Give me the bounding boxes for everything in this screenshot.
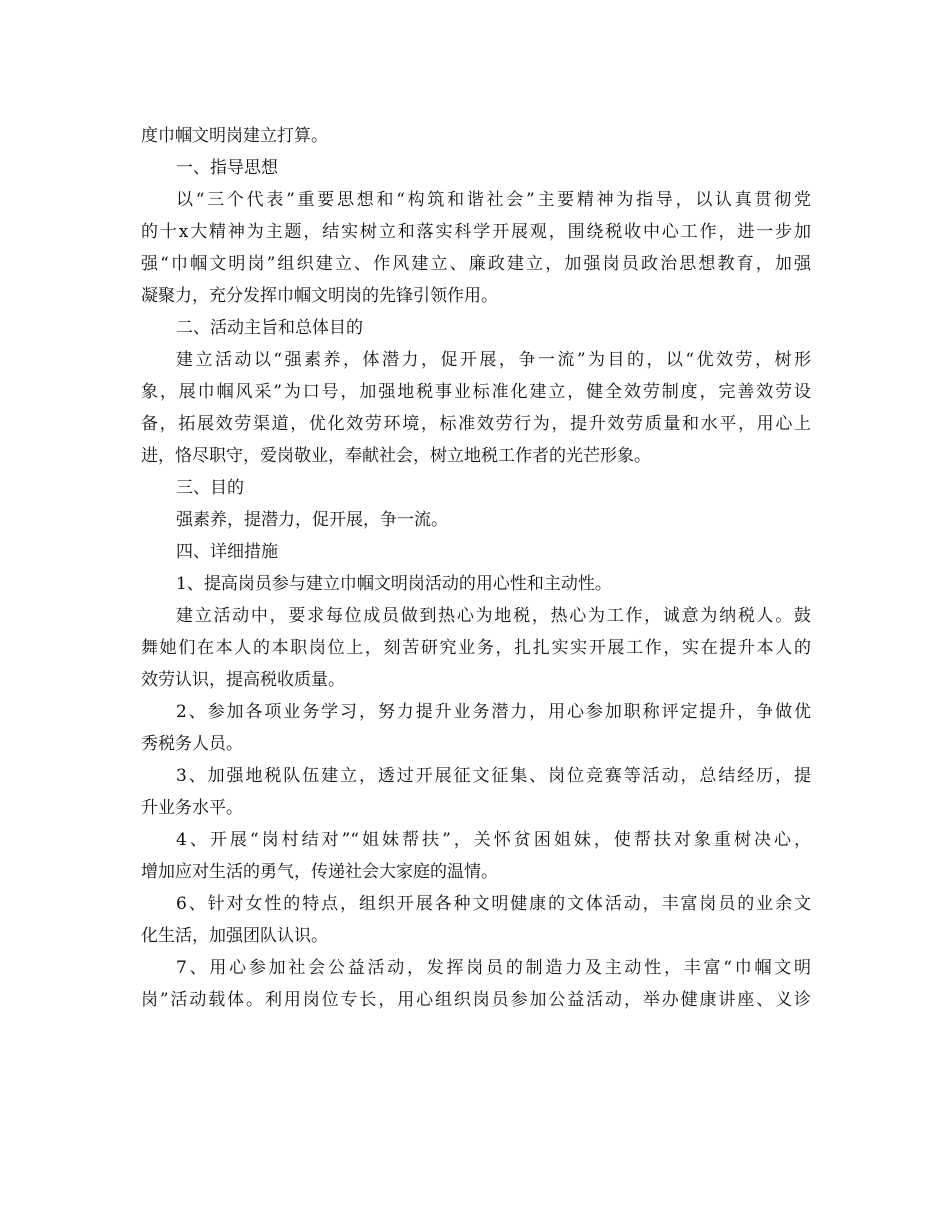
text-line: 象，展巾帼风采”为口号，加强地税事业标准化建立，健全效劳制度，完善效劳设 (141, 382, 811, 402)
text-line: 强“巾帼文明岗”组织建立、作风建立、廉政建立，加强岗员政治思想教育，加强 (141, 254, 811, 274)
text-line: 升业务水平。 (141, 798, 243, 818)
section-heading: 四、详细措施 (176, 542, 278, 562)
text-line: 增加应对生活的勇气，传递社会大家庭的温情。 (141, 862, 498, 882)
text-line: 舞她们在本人的本职岗位上，刻苦研究业务，扎扎实实开展工作，实在提升本人的 (141, 638, 811, 658)
text-line: 建立活动中，要求每位成员做到热心为地税，热心为工作，诚意为纳税人。鼓 (176, 606, 811, 626)
section-heading: 三、目的 (176, 478, 244, 498)
section-heading: 二、活动主旨和总体目的 (176, 318, 363, 338)
text-line: 备，拓展效劳渠道，优化效劳环境，标准效劳行为，提升效劳质量和水平，用心上 (141, 414, 811, 434)
text-line: 秀税务人员。 (141, 734, 243, 754)
text-line: 以“三个代表”重要思想和“构筑和谐社会”主要精神为指导，以认真贯彻党 (176, 190, 811, 210)
text-line: 4、开展“岗村结对”“姐妹帮扶”，关怀贫困姐妹，使帮扶对象重树决心， (176, 830, 811, 850)
text-line: 6、针对女性的特点，组织开展各种文明健康的文体活动，丰富岗员的业余文 (176, 894, 811, 914)
text-line: 建立活动以“强素养，体潜力，促开展，争一流”为目的，以“优效劳，树形 (176, 350, 811, 370)
text-line: 凝聚力，充分发挥巾帼文明岗的先锋引领作用。 (141, 286, 498, 306)
text-line: 2、参加各项业务学习，努力提升业务潜力，用心参加职称评定提升，争做优 (176, 702, 811, 722)
text-line: 岗”活动载体。利用岗位专长，用心组织岗员参加公益活动，举办健康讲座、义诊 (141, 990, 811, 1010)
section-heading: 一、指导思想 (176, 158, 278, 178)
text-line: 强素养，提潜力，促开展，争一流。 (176, 510, 448, 530)
text-line: 化生活，加强团队认识。 (141, 926, 328, 946)
text-line: 7、用心参加社会公益活动，发挥岗员的制造力及主动性，丰富“巾帼文明 (176, 958, 811, 978)
text-line: 进，恪尽职守，爱岗敬业，奉献社会，树立地税工作者的光芒形象。 (141, 446, 651, 466)
text-line: 1、提高岗员参与建立巾帼文明岗活动的用心性和主动性。 (176, 574, 612, 594)
text-line: 度巾帼文明岗建立打算。 (141, 126, 328, 146)
text-line: 的十x大精神为主题，结实树立和落实科学开展观，围绕税收中心工作，进一步加 (141, 222, 811, 242)
text-line: 效劳认识，提高税收质量。 (141, 670, 345, 690)
document-page (141, 120, 811, 1016)
text-line: 3、加强地税队伍建立，透过开展征文征集、岗位竞赛等活动，总结经历，提 (176, 766, 811, 786)
